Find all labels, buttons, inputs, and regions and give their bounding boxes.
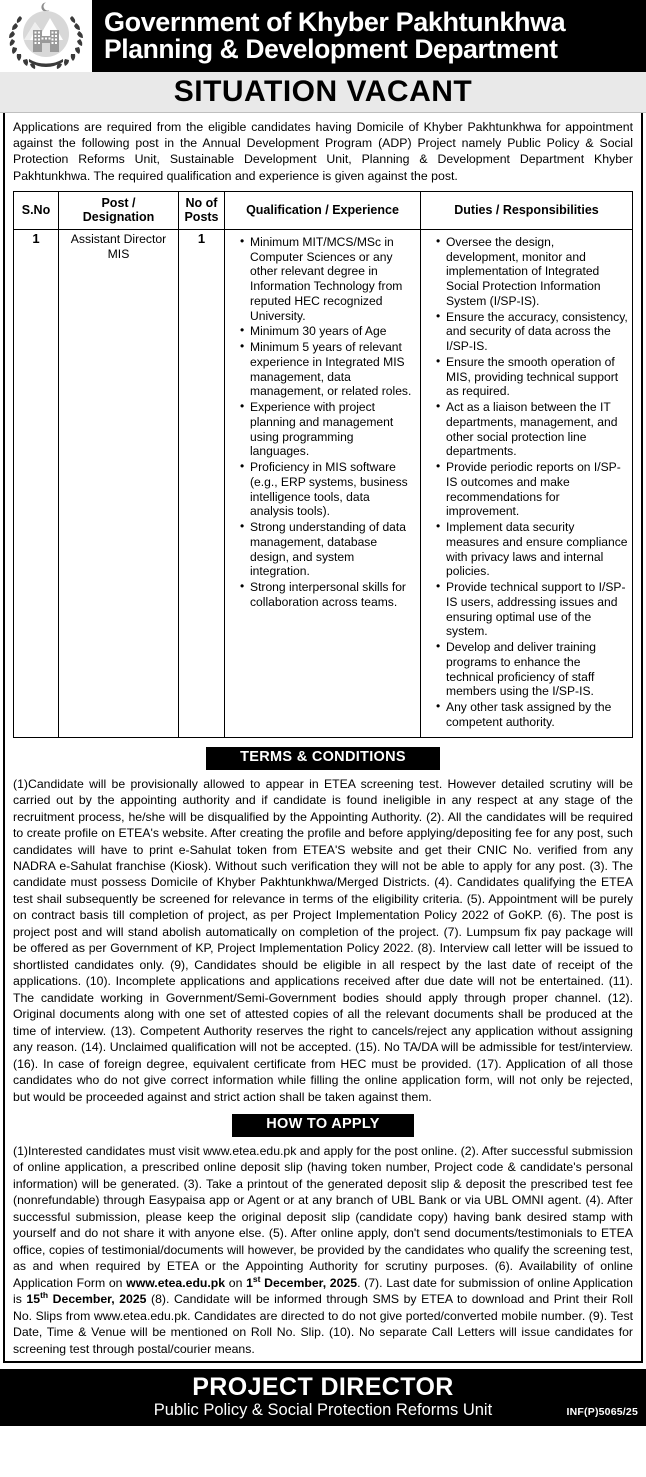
list-item: • Develop and deliver training programs to enhance the technical proficiency of staff members using the I/SP-IS. bbox=[437, 640, 628, 699]
kp-government-emblem-logo bbox=[0, 0, 92, 72]
apply-mid-2: . (7). Last date for submission of online Application is bbox=[13, 1275, 633, 1307]
apply-website-bold: www.etea.edu.pk bbox=[126, 1275, 226, 1290]
intro-paragraph: Applications are required from the eligible candidates having Domicile of Khyber Pakhtunkhwa for appointment against the following post in the Annual Development Program (ADP) Project namely Public Policy & Social Protection Reforms Unit, Sustainable Development Unit, Planning & Development Department Khyber Pakhtunkhwa. The required qualification and experience is given against the post. bbox=[13, 119, 633, 183]
footer-reference-number: INF(P)5065/25 bbox=[566, 1406, 638, 1419]
apply-date1-suffix: st bbox=[252, 1273, 261, 1284]
list-item: • Experience with project planning and management using programming languages. bbox=[241, 400, 416, 459]
apply-date1-num: 1 bbox=[246, 1275, 253, 1290]
apply-last-date bbox=[26, 1292, 146, 1306]
terms-heading-wrap bbox=[13, 747, 633, 770]
apply-date2-suffix: th bbox=[40, 1290, 49, 1301]
list-item: • Minimum 5 years of relevant experience in Integrated MIS management, data management, or related roles. bbox=[241, 340, 416, 399]
list-item: • Ensure the smooth operation of MIS, providing technical support as required. bbox=[437, 355, 628, 399]
list-item: • Minimum 30 years of Age bbox=[241, 324, 416, 339]
list-item: • Any other task assigned by the competent authority. bbox=[437, 700, 628, 730]
apply-date1-rest: December, 2025 bbox=[260, 1275, 358, 1290]
header-titles bbox=[92, 0, 646, 72]
list-item: • Minimum MIT/MCS/MSc in Computer Sciences or any other relevant degree in Information Technology from reputed HEC recognized University. bbox=[241, 235, 416, 324]
cell-qualification bbox=[225, 229, 421, 737]
cell-post-line1: Assistant Director bbox=[70, 231, 167, 246]
list-item: • Ensure the accuracy, consistency, and security of data across the I/SP-IS. bbox=[437, 310, 628, 354]
apply-availability-date bbox=[246, 1273, 358, 1290]
advertisement-body bbox=[3, 113, 643, 1363]
kp-government-emblem-icon bbox=[6, 0, 86, 72]
footer-band bbox=[0, 1369, 646, 1426]
list-item: • Oversee the design, development, monitor and implementation of Integrated Social Protection Information System (I/SP-IS). bbox=[437, 235, 628, 309]
column-header-duties: Duties / Responsibilities bbox=[421, 191, 633, 229]
list-item: • Implement data security measures and ensure compliance with privacy laws and internal policies. bbox=[437, 520, 628, 579]
table-row bbox=[14, 229, 633, 737]
column-header-post-line1: Post / bbox=[101, 195, 136, 210]
column-header-post-designation bbox=[59, 191, 179, 229]
qualification-list bbox=[227, 235, 416, 610]
footer-unit-subtitle: Public Policy & Social Protection Reforms Unit bbox=[153, 1401, 493, 1420]
apply-date2-rest: December, 2025 bbox=[48, 1292, 147, 1307]
cell-no-of-posts: 1 bbox=[179, 229, 225, 737]
apply-mid-1: on bbox=[225, 1275, 247, 1290]
header-band bbox=[0, 0, 646, 72]
terms-and-conditions-heading: TERMS & CONDITIONS bbox=[206, 747, 440, 770]
list-item: • Provide periodic reports on I/SP-IS outcomes and make recommendations for improvement. bbox=[437, 460, 628, 519]
how-to-apply-body bbox=[13, 1143, 633, 1357]
list-item: • Strong interpersonal skills for collaboration across teams. bbox=[241, 580, 416, 610]
apply-part-2: (8). Candidate will be informed through SMS by ETEA to download and Print their Roll No. Slips from www.etea.edu.pk. Candidates are directed to do not give ported/converted mobile number. (9). Test Date, Time & Venue will be mentioned on Roll No. Slip. (10). No separate Call Letters will issue candidates for screening test through postal/courier means. bbox=[13, 1292, 634, 1356]
duties-list bbox=[423, 235, 628, 730]
department-title-line-2: Planning & Development Department bbox=[104, 34, 558, 65]
cell-sno: 1 bbox=[14, 229, 59, 737]
how-to-apply-heading: HOW TO APPLY bbox=[232, 1114, 413, 1137]
column-header-qualification: Qualification / Experience bbox=[225, 191, 421, 229]
column-header-no-of-posts bbox=[179, 191, 225, 229]
list-item: • Act as a liaison between the IT departments, management, and other social protection line departments. bbox=[437, 400, 628, 459]
list-item: • Strong understanding of data management, database design, and system integration. bbox=[241, 520, 416, 579]
footer-project-director-title: PROJECT DIRECTOR bbox=[192, 1373, 454, 1402]
column-header-sno: S.No bbox=[14, 191, 59, 229]
apply-part-1: (1)Interested candidates must visit www.etea.edu.pk and apply for the post online. (2). After successful submission of online application, a prescribed online deposit slip (having token number, Project code & candidate's personal information) will be generated. (3). Take a printout of the generated deposit slip & deposit the prescribed test fee (nonrefundable) through Easypaisa app or Agent or at any branch of UBL Bank or via UBL OMNI agent. (4). After successful submission, please keep the original deposit slip (candidate copy) having bank desired stamp with yourself and do not share it with anyone else. (5). After online apply, don't send documents/testimonials to ETEA office, copies of testimonial/documents will however, be provided by the candidates who qualify the screening test, as and when required by ETEA or the Appointing Authority for scrutiny purposes. (6). Availability of online Application Form on bbox=[13, 1143, 633, 1290]
how-to-apply-heading-wrap bbox=[13, 1114, 633, 1137]
cell-post-designation bbox=[59, 229, 179, 737]
posts-table bbox=[13, 191, 633, 738]
list-item: • Provide technical support to I/SP-IS users, addressing issues and ensuring optimal use of the system. bbox=[437, 580, 628, 639]
column-header-posts-line1: No of bbox=[185, 195, 218, 210]
terms-and-conditions-body: (1)Candidate will be provisionally allowed to appear in ETEA screening test. However detailed scrutiny will be carried out by the appointing authority and if candidate is found ineligible in any respect at any stage of the recruitment process, he/she will be disqualified by the Appointing Authority. (2). All the candidates will be required to create profile on ETEA's website. After creating the profile and before applying/depositing fee for any post, such candidates will have to print e-Sahulat token from ETEA'S website and get their CNIC No. verified from any NADRA e-Sahulat franchise (Kiosk). Without such verification they will not be able to apply for any post. (3). The candidate must possess Domicile of Khyber Pakhtunkhwa/Merged Districts. (4). Candidates qualifying the ETEA test shail subsequently be screened for relevance in terms of the eligibility criteria. (5). Appointment will be purely on contract basis till completion of project, as per Project Implementation Policy 2022 of GoKP. (6). The post is project post and will stand abolish automatically on completion of the project. (7). Lumpsum fix pay package will be offered as per Government of KP, Project Implementation Policy 2022. (8). Interview call letter will be issued to shortlisted candidates only. (9), Candidates should be eligible in all respect by the last date of receipt of the applications. (10). Incomplete applications and applications received after due date will not be entertained. (11). The candidate working in Government/Semi-Government bodies should apply through proper channel. (12). Original documents along with one set of attested copies of all the relevant documents shall be produced at the time of interview. (13). Competent Authority reserves the right to cancels/reject any application without assigning any reason. (14). Unclaimed qualification will not be accepted. (15). No TA/DA will be admissible for test/interview. (16). In case of foreign degree, equivalent certificate from HEC must be provided. (17). Application of all those candidates who do not give correct information while filling the online application form, will not only be rejected, but would be proceeded against and strict action shall be taken against them. bbox=[13, 776, 633, 1104]
table-header-row bbox=[14, 191, 633, 229]
situation-vacant-banner bbox=[0, 72, 646, 113]
government-title-line-1: Government of Khyber Pakhtunkhwa bbox=[104, 6, 566, 37]
cell-post-line2: MIS bbox=[107, 246, 130, 261]
situation-vacant-title: SITUATION VACANT bbox=[173, 75, 473, 108]
column-header-post-line2: Designation bbox=[82, 209, 155, 224]
cell-duties bbox=[421, 229, 633, 737]
apply-date2-num: 15 bbox=[26, 1292, 41, 1307]
column-header-posts-line2: Posts bbox=[184, 209, 219, 224]
list-item: • Proficiency in MIS software (e.g., ERP systems, business intelligence tools, data analysis tools). bbox=[241, 460, 416, 519]
